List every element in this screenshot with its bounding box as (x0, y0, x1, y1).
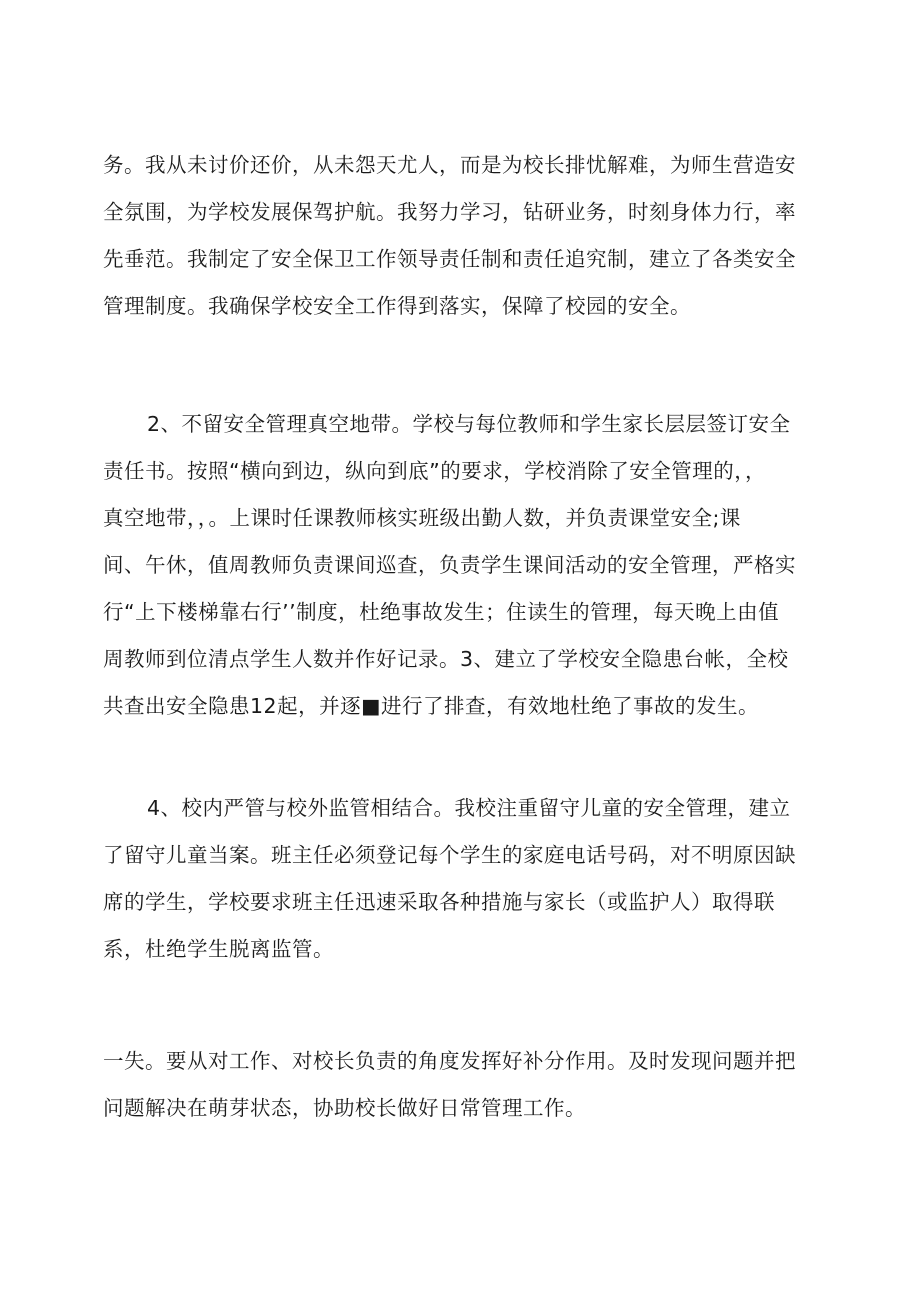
paragraph-3-line-1: 4、校内严管与校外监管相结合。我校注重留守儿童的安全管理，建立 (147, 796, 791, 820)
paragraph-4-line-1: 一失。要从对工作、对校长负责的角度发挥好补分作用。及时发现问题并把 (103, 1049, 796, 1073)
paragraph-2-line-6: 周教师到位清点学生人数并作好记录。3、建立了学校安全隐患台帐，全校 (103, 647, 789, 671)
paragraph-1 (103, 142, 823, 330)
paragraph-2-line-7: 共查出安全隐患12起，并逐■进行了排查，有效地杜绝了事故的发生。 (103, 694, 759, 718)
paragraph-2 (103, 401, 823, 730)
paragraph-3-line-3: 席的学生，学校要求班主任迅速采取各种措施与家长（或监护人）取得联 (103, 890, 775, 914)
paragraph-4-line-2: 问题解决在萌芽状态，协助校长做好日常管理工作。 (103, 1096, 586, 1120)
paragraph-2-line-5: 行“上下楼梯靠右行’’制度，杜绝事故发生；住读生的管理，每天晚上由值 (103, 600, 780, 624)
paragraph-1-line-2: 全氛围，为学校发展保驾护航。我努力学习，钻研业务，时刻身体力行，率 (103, 200, 796, 224)
paragraph-4 (103, 1038, 823, 1132)
paragraph-1-line-1: 务。我从未讨价还价，从未怨天尤人，而是为校长排忧解难，为师生营造安 (103, 153, 796, 177)
paragraph-2-line-1: 2、不留安全管理真空地带。学校与每位教师和学生家长层层签订安全 (147, 412, 791, 436)
paragraph-3 (103, 785, 823, 973)
paragraph-2-line-2: 责任书。按照“横向到边，纵向到底”的要求，学校消除了安全管理的，， (103, 459, 766, 483)
paragraph-1-line-4: 管理制度。我确保学校安全工作得到落实，保障了校园的安全。 (103, 294, 691, 318)
paragraph-3-line-2: 了留守儿童当案。班主任必须登记每个学生的家庭电话号码，对不明原因缺 (103, 843, 796, 867)
paragraph-2-line-3: 真空地带，，。上课时任课教师核实班级出勤人数，并负责课堂安全;课 (103, 506, 741, 530)
paragraph-1-line-3: 先垂范。我制定了安全保卫工作领导责任制和责任追究制，建立了各类安全 (103, 247, 796, 271)
paragraph-2-line-4: 间、午休，值周教师负责课间巡查，负责学生课间活动的安全管理，严格实 (103, 553, 796, 577)
paragraph-3-line-4: 系，杜绝学生脱离监管。 (103, 937, 334, 961)
